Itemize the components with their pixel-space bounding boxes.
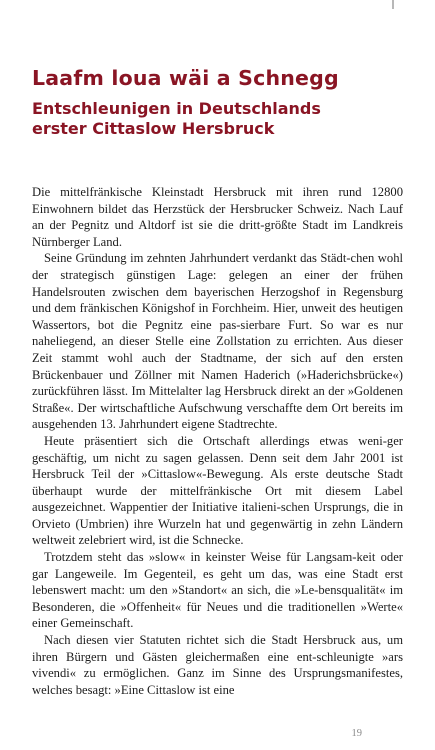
subtitle-line-1: Entschleunigen in Deutschlands <box>32 99 321 118</box>
crop-mark <box>392 0 394 9</box>
chapter-subtitle <box>32 99 422 139</box>
paragraph-history: Seine Gründung im zehnten Jahrhundert verdankt das Städt-chen wohl der strategisch günstigen Lage: gelegen an einer der frühen Handelsrouten zwischen dem bayerischen Herzogshof in Regensburg und dem fränkischen Königshof in Forchheim. Hier, unweit des heutigen Wassertors, bot die Pegnitz eine pas-sierbare Furt. So war es nur naheliegend, an dieser Stelle eine Zollstation zu errichten. Aus dieser Zeit stammt wohl auch der Stadtname, der sich auf den ersten Brückenbauer und Zöllner mit Namen Haderich (»Haderichsbrücke«) zurückführen lässt. Im Mittelalter lag Hersbruck direkt an der »Goldenen Straße«. Der wirtschaftliche Aufschwung verschaffte dem Ort bereits im ausgehenden 13. Jahrhundert eigene Stadtrechte. <box>32 251 403 432</box>
paragraph-intro: Die mittelfränkische Kleinstadt Hersbruck mit ihren rund 12800 Einwohnern bildet das Herzstück der Hersbrucker Schweiz. Nach Lauf an der Pegnitz und Altdorf ist sie die dritt-größte Stadt im Landkreis Nürnberger Land. <box>32 185 403 249</box>
subtitle-line-2: erster Cittaslow Hersbruck <box>32 119 275 138</box>
paragraph-cittaslow: Heute präsentiert sich die Ortschaft allerdings etwas weni-ger geschäftig, um nicht zu sagen gelassen. Denn seit dem Jahr 2001 ist Hersbruck Teil der »Cittaslow«-Bewegung. Als erste deutsche Stadt überhaupt wurde der mittelfränkische Ort mit diesem Label ausgezeichnet. Wappentier der Initiative italieni-schen Ursprungs, die in Orvieto (Umbrien) ihre Wurzeln hat und gegenwärtig in zehn Ländern weltweit zelebriert wird, ist die Schnecke. <box>32 433 403 548</box>
body-text <box>32 184 403 698</box>
chapter-title: Laafm loua wäi a Schnegg <box>32 66 339 90</box>
page-number: 19 <box>351 728 362 739</box>
paragraph-slow-meaning: Trotzdem steht das »slow« in keinster Weise für Langsam-keit oder gar Langeweile. Im Gegenteil, es geht um das, was eine Stadt erst lebenswert macht: um den »Standort« an sich, die »Le-bensqualität« im Besonderen, die »Offenheit« für Neues und die traditionellen »Werte« einer Gemeinschaft. <box>32 550 403 631</box>
paragraph-statutes: Nach diesen vier Statuten richtet sich die Stadt Hersbruck aus, um ihren Bürgern und Gästen gleichermaßen eine ent-schleunigte »ars vivendi« zu ermöglichen. Ganz im Sinne des Ursprungsmanifestes, welches besagt: »Eine Cittaslow ist eine <box>32 633 403 697</box>
